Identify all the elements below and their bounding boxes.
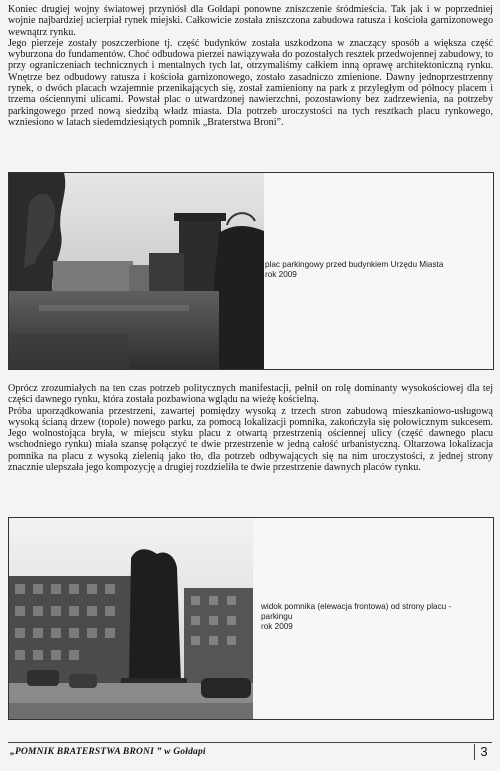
monument-photo [9, 518, 253, 719]
caption-line: plac parkingowy przed budynkiem Urzędu Miasta [265, 260, 444, 269]
figure2-caption [261, 602, 451, 632]
parking-square-photo [9, 173, 264, 369]
caption-line: rok 2009 [265, 270, 297, 279]
footer-title [10, 747, 206, 757]
caption-line: widok pomnika (elewacja frontowa) od strony placu - [261, 602, 452, 611]
paragraph: Jego pierzeje zostały poszczerbione tj. część budynków została uszkodzona w znaczący sposób a większa część wyburzona do fundamentów. Choć odbudowa pierzei nawiązywała do pozostałych resztek przedwojennej zabudowy, to przy ograniczeniach technicznych i mentalnych tych lat, otrzymaliśmy całkiem inną oprawę architektoniczną rynku. Wnętrze bez odbudowy ratusza i kościoła garnizonowego, zostało zasadniczo zmienione. Dawny jednoprzestrzenny rynek, o dwóch placach wzajemnie przenikających się, został zamieniony na park z przyległym od północy placem i trzema ościennymi ulicami. Powstał plac o utwardzonej nawierzchni, pozostawiony bez zadrzewienia, na potrzeby parkingowego przed nową siedzibą władz miasta. Dla potrzeb uroczystości na tych resztkach placu rynkowego, wzniesiono w latach siedemdziesiątych pomnik „Braterstwa Broni”. [8, 37, 493, 128]
caption-line: parkingu [261, 612, 293, 621]
paragraph: Oprócz zrozumiałych na ten czas potrzeb politycznych manifestacji, pełnił on rolę dominanty wysokościowej dla tej części dawnego rynku, która została pozbawiona wglądu na wieżę kościelną. [8, 383, 493, 406]
figure1-caption [265, 260, 443, 280]
page-number: 3 [474, 744, 493, 760]
middle-text-block [8, 383, 493, 473]
footer-document-title: „POMNIK BRATERSTWA BRONI ” [10, 747, 162, 757]
footer-location: w Gołdapi [164, 747, 206, 757]
figure-parking-photo [8, 172, 494, 370]
intro-text-block [8, 4, 493, 128]
caption-line: rok 2009 [261, 622, 293, 631]
paragraph: Próba uporządkowania przestrzeni, zawartej pomiędzy wysoką z trzech stron zabudową mieszkaniowo-usługową wysoką ścianą drzew (topole) nowego parku, za pomocą lokalizacji pomnika, zakończyła się połowicznym sukcesem. Jego wolnostojąca bryła, w miejscu styku placu z otwartą przestrzenią ościennej ulicy (część dawnego placu wschodniego rynku) miała szansę połączyć te dwie przestrzenie w jedną całość urbanistyczną. Oltarzowa lokalizacja pomnika na placu z wysoką zielenią jako tło, dla potrzeb odbywających się na nim uroczystości, z jednej strony znacznie ulepszała jego kompozycję a drugiej rozdzieliła te dwie przestrzenie dawnych placów rynku. [8, 405, 493, 474]
figure-monument-photo [8, 517, 494, 720]
paragraph: Koniec drugiej wojny światowej przyniósł dla Gołdapi ponowne zniszczenie śródmieścia. Tak jak i w poprzedniej wojnie najbardziej ucierpiał rynek miejski. Całkowicie została zniszczona zabudowa ratusza i kościoła garnizonowego wewnątrz rynku. [8, 4, 493, 38]
footer-divider [8, 742, 492, 743]
